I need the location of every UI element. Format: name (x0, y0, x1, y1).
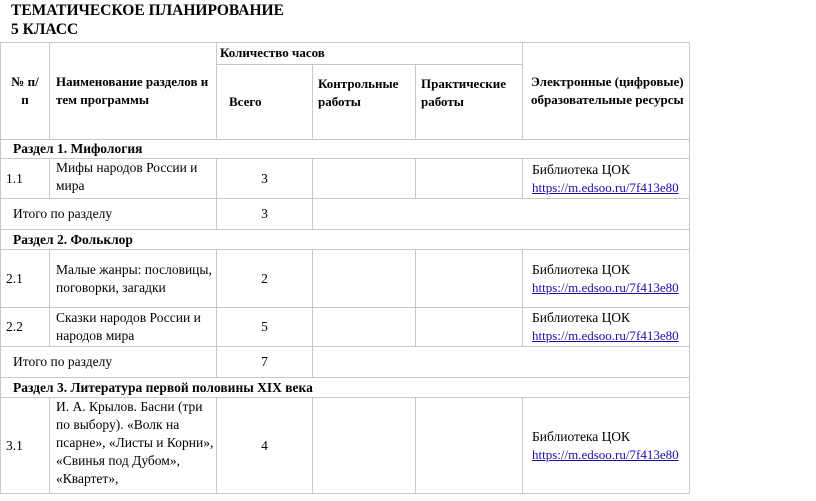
header-resources: Электронные (цифровые) образовательные ресурсы (523, 43, 690, 140)
row-total: 2 (217, 250, 313, 308)
row-control (313, 398, 416, 494)
row-resource (523, 398, 690, 494)
section-title: Раздел 2. Фольклор (1, 230, 690, 250)
row-practical (416, 398, 523, 494)
section-title: Раздел 1. Мифология (1, 140, 690, 159)
subtotal-empty (313, 199, 690, 230)
resource-label: Библиотека ЦОК (532, 428, 630, 444)
class-subtitle: 5 КЛАСС (11, 21, 79, 38)
row-name: И. А. Крылов. Басни (три по выбору). «Волк на псарне», «Листы и Корни», «Свинья под Дубом», «Квартет», (50, 398, 217, 494)
header-hours: Количество часов (217, 43, 523, 65)
row-num: 2.2 (1, 308, 50, 347)
row-num: 2.1 (1, 250, 50, 308)
subtotal-row (1, 199, 690, 230)
resource-link[interactable]: https://m.edsoo.ru/7f413e80 (532, 179, 679, 195)
section-row (1, 230, 690, 250)
table-row (1, 250, 690, 308)
section-title: Раздел 3. Литература первой половины XIX века (1, 378, 690, 398)
row-num: 3.1 (1, 398, 50, 494)
subtotal-empty (313, 347, 690, 378)
row-control (313, 159, 416, 199)
resource-link[interactable]: https://m.edsoo.ru/7f413e80 (532, 328, 679, 343)
subtotal-row (1, 347, 690, 378)
header-practical: Практические работы (416, 65, 523, 140)
resource-label: Библиотека ЦОК (532, 310, 630, 325)
table-row (1, 159, 690, 199)
header-control: Контрольные работы (313, 65, 416, 140)
subtotal-value: 7 (217, 347, 313, 378)
row-practical (416, 250, 523, 308)
row-name: Сказки народов России и народов мира (50, 308, 217, 347)
row-num: 1.1 (1, 159, 50, 199)
row-total: 5 (217, 308, 313, 347)
subtotal-label: Итого по разделу (1, 347, 217, 378)
header-row-top (1, 43, 690, 65)
resource-link[interactable]: https://m.edsoo.ru/7f413e80 (532, 446, 679, 462)
table-row (1, 398, 690, 494)
resource-label: Библиотека ЦОК (532, 261, 630, 277)
row-name: Мифы народов России и мира (50, 159, 217, 199)
row-resource (523, 250, 690, 308)
subtotal-label: Итого по разделу (1, 199, 217, 230)
header-num: № п/п (1, 43, 50, 140)
section-row (1, 378, 690, 398)
row-practical (416, 159, 523, 199)
row-control (313, 250, 416, 308)
table-row (1, 308, 690, 347)
planning-table (0, 42, 690, 494)
header-total: Всего (217, 65, 313, 140)
row-name: Малые жанры: пословицы, поговорки, загадки (50, 250, 217, 308)
section-row (1, 140, 690, 159)
row-resource (523, 159, 690, 199)
row-total: 3 (217, 159, 313, 199)
row-resource (523, 308, 690, 347)
resource-link[interactable]: https://m.edsoo.ru/7f413e80 (532, 279, 679, 295)
row-total: 4 (217, 398, 313, 494)
page-title: ТЕМАТИЧЕСКОЕ ПЛАНИРОВАНИЕ (11, 2, 284, 19)
subtotal-value: 3 (217, 199, 313, 230)
header-name: Наименование разделов и тем программы (50, 43, 217, 140)
resource-label: Библиотека ЦОК (532, 161, 630, 177)
row-control (313, 308, 416, 347)
row-practical (416, 308, 523, 347)
